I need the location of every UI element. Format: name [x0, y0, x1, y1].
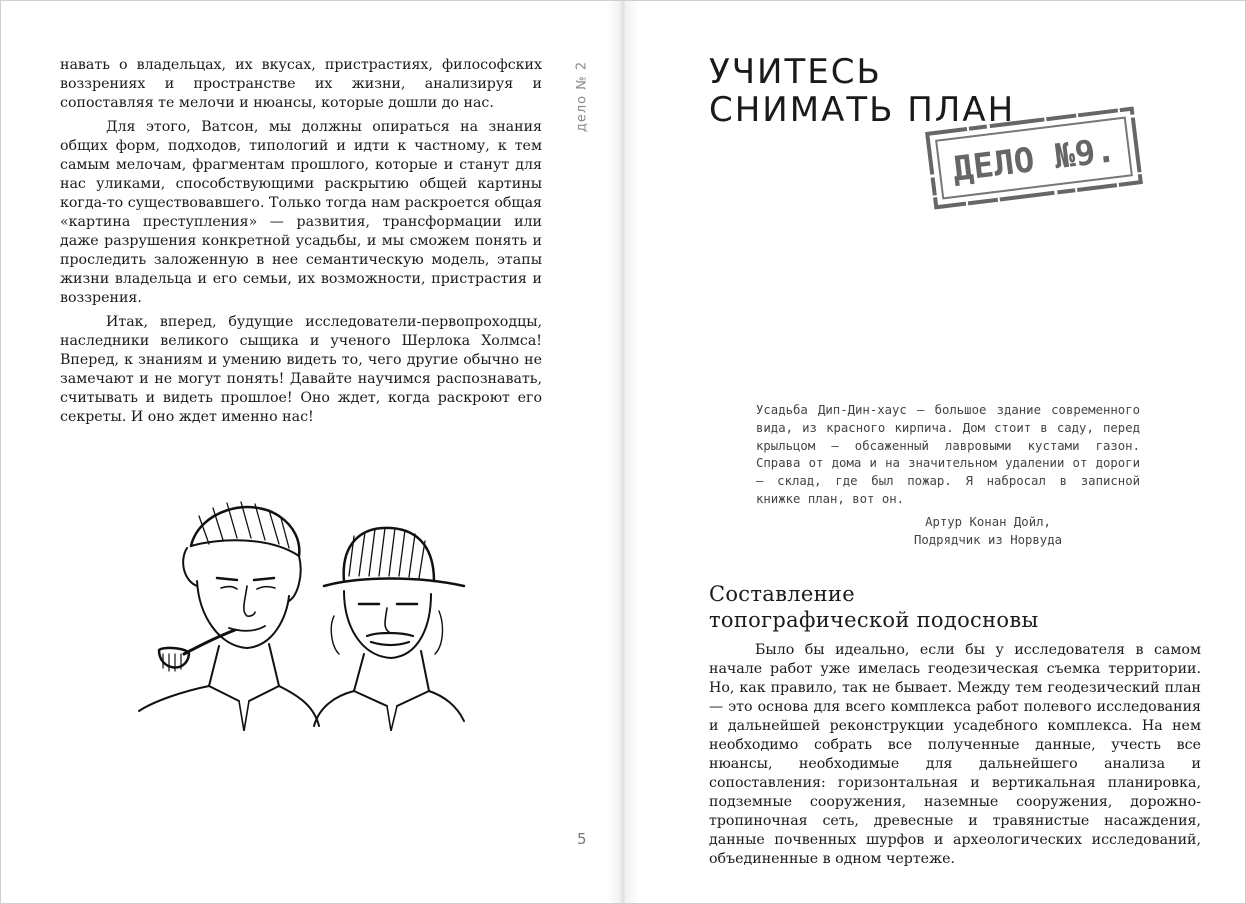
section-title-line-1: Составление [709, 582, 855, 606]
left-paragraph-2: Для этого, Ватсон, мы должны опираться на знания общих форм, подходов, типологий и идти к частному, к тем самым мелочам, фрагментам прошлого, которые и станут для нас уликами, способствующими раскрытию общей картины когда-то существовавшего. Только тогда нам раскроется общая «картина преступления» — развития, трансформации или даже разрушения конкретной усадьбы, и мы сможем понять и проследить заложенную в нее семантическую модель, этапы жизни владельца и его семьи, их возможности, пристрастия и воззрения. [60, 119, 542, 306]
left-paragraph-1: навать о владельцах, их вкусах, пристрастиях, философских воззрениях и пространстве их жизни, анализируя и сопоставляя те мелочи и нюансы, которые дошли до нас. [60, 57, 542, 111]
epigraph-author: Артур Конан Дойл, [925, 514, 1051, 529]
chapter-title-line-1: УЧИТЕСЬ [709, 52, 882, 92]
section-title-line-2: топографической подосновы [709, 608, 1039, 632]
running-head [572, 59, 592, 139]
right-page [623, 1, 1245, 903]
stamp-text: ДЕЛО №9. [950, 130, 1118, 190]
left-paragraph-3: Итак, вперед, будущие исследователи-первопроходцы, наследники великого сыщика и ученого Шерлока Холмса! Вперед, к знаниям и умению видеть то, чего другие обычно не замечают и не могут понять! Давайте научимся распознавать, считывать и видеть прошлое! Оно ждет, когда раскроют его секреты. И оно ждет именно нас! [60, 314, 542, 425]
case-stamp [923, 105, 1145, 211]
epigraph-source: Подрядчик из Норвуда [913, 532, 1063, 547]
epigraph-text: Усадьба Дип-Дин-хаус – большое здание современного вида, из красного кирпича. Дом стоит в саду, перед крыльцом – обсаженный лавровыми кустами газон. Справа от дома и на значительном удалении от дороги – склад, где был пожар. Я набросал в записной книжке план, вот он. [756, 403, 1140, 506]
epigraph [756, 402, 1140, 549]
right-paragraph-1: Было бы идеально, если бы у исследователя в самом начале работ уже имелась геодезическая съемка территории. Но, как правило, так не бывает. Между тем геодезический план — это основа для всего комплекса работ полевого исследования и дальнейшей реконструкции усадебного комплекса. На нем необходимо собрать все полученные данные, учесть все нюансы, необходимые для дальнейшего анализа и сопоставления: горизонтальная и вертикальная планировка, подземные сооружения, наземные сооружения, дорожно-тропиночная сеть, древесные и травянистые насаждения, данные почвенных шурфов и археологических исследований, объединенные в одном чертеже. [709, 642, 1201, 867]
right-page-text [709, 641, 1201, 869]
holmes-watson-illustration [129, 486, 469, 731]
left-page [1, 1, 623, 903]
page-number: 5 [577, 830, 587, 848]
chapter-title-line-2: СНИМАТЬ ПЛАН [709, 90, 1016, 130]
section-title [709, 581, 1038, 633]
running-head-label: дело № 2 [574, 60, 590, 133]
left-page-text [60, 56, 542, 427]
